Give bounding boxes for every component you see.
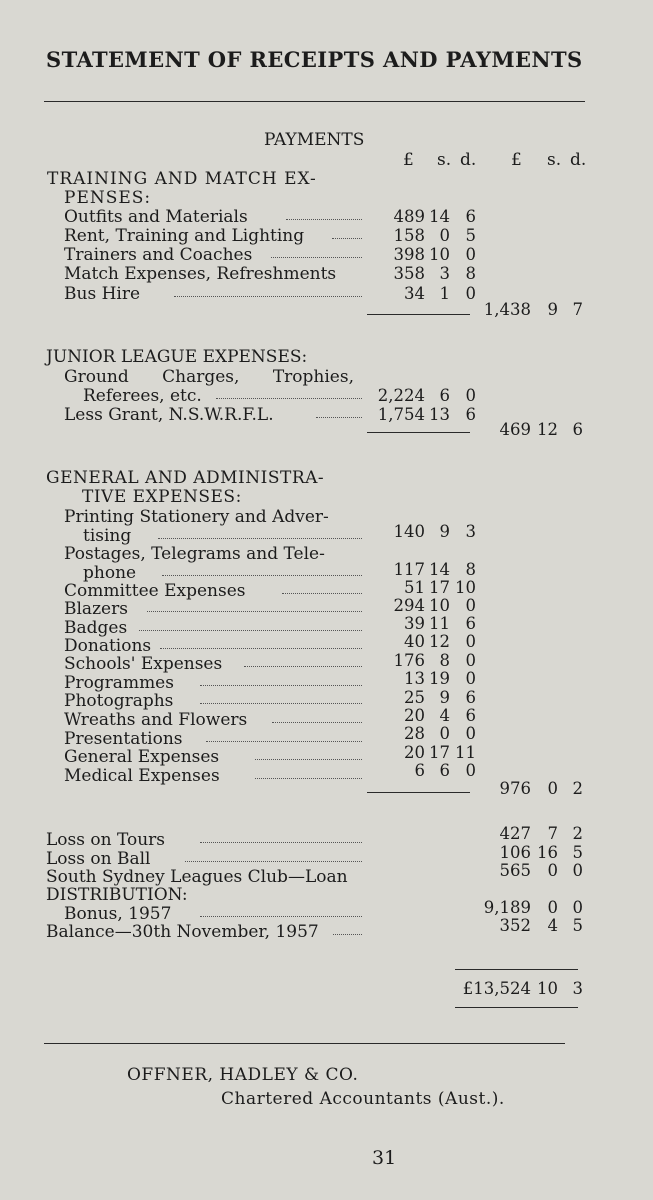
item-amount: 294 10 0 [393,596,476,615]
item-label: Less Grant, N.S.W.R.F.L. [64,405,274,425]
item-amount: 25 9 6 [404,688,476,707]
item-label: Rent, Training and Lighting [64,226,305,246]
item-amount: 489 14 6 [393,207,476,226]
leader-dots [333,934,362,935]
leader-dots [200,703,362,704]
item-label: Blazers [64,599,128,619]
footer-rule [44,1043,565,1044]
leader-dots [200,916,362,917]
leader-dots [271,257,362,258]
page-number: 31 [372,1147,397,1169]
item-label: Bus Hire [64,284,141,304]
auditor-firm: OFFNER, HADLEY & CO. [127,1065,359,1085]
item-amount: 34 1 0 [404,284,476,303]
grand-total-rule-top [455,969,578,970]
item-amount: 398 10 0 [393,245,476,264]
leader-dots [160,648,362,649]
col1-pound-header: £ [403,150,414,170]
item-label: Medical Expenses [64,766,220,786]
leader-dots [162,575,362,576]
item-amount: 20 4 6 [404,706,476,725]
col2-shilling-header: s. [547,150,562,170]
item-amount: 176 8 0 [393,651,476,670]
item-amount: 117 14 8 [393,560,476,579]
group-heading-cont: PENSES: [64,188,152,208]
item-amount: 2,224 6 0 [377,386,476,405]
item-label: Match Expenses, Refreshments [64,264,337,284]
item-label: Ground Charges, Trophies, [64,367,354,387]
group-heading: TRAINING AND MATCH EX- [47,169,317,189]
subtotal-rule [367,792,470,793]
col2-pound-header: £ [511,150,522,170]
leader-dots [185,861,362,862]
item-amount: 1,754 13 6 [377,405,476,424]
line-label: DISTRIBUTION: [46,885,188,905]
item-label-cont: tising [83,526,132,546]
item-amount: 13 19 0 [404,669,476,688]
item-label: Donations [64,636,152,656]
title-rule [44,101,585,102]
item-amount: 39 11 6 [404,614,476,633]
line-amount: 427 7 2 [499,824,583,843]
grand-total: £13,524 10 3 [462,979,583,998]
item-label: Committee Expenses [64,581,246,601]
item-label: Photographs [64,691,174,711]
item-label-cont: phone [83,563,137,583]
leader-dots [282,593,362,594]
leader-dots [174,296,362,297]
item-label: Trainers and Coaches [64,245,253,265]
page-title: STATEMENT OF RECEIPTS AND PAYMENTS [46,47,583,72]
leader-dots [158,538,362,539]
leader-dots [200,685,362,686]
grand-total-rule-bottom [455,1007,578,1008]
line-label: Loss on Tours [46,830,166,850]
line-label: Balance—30th November, 1957 [46,922,319,942]
item-amount: 28 0 0 [404,724,476,743]
leader-dots [255,759,362,760]
group-total: 976 0 2 [499,779,583,798]
leader-dots [332,238,362,239]
leader-dots [286,219,362,220]
line-amount: 9,189 0 0 [483,898,583,917]
item-label: Programmes [64,673,174,693]
group-heading: JUNIOR LEAGUE EXPENSES: [46,347,308,367]
item-label: General Expenses [64,747,220,767]
item-amount: 51 17 10 [404,578,476,597]
line-label: South Sydney Leagues Club—Loan [46,867,348,887]
item-label-cont: Referees, etc. [83,386,202,406]
leader-dots [244,666,362,667]
leader-dots [316,417,362,418]
group-total: 469 12 6 [499,420,583,439]
auditor-title: Chartered Accountants (Aust.). [221,1089,505,1109]
line-amount: 565 0 0 [499,861,583,880]
subtotal-rule [367,314,470,315]
leader-dots [216,398,362,399]
leader-dots [200,842,362,843]
item-amount: 358 3 8 [393,264,476,283]
col1-shilling-header: s. [437,150,452,170]
item-label: Presentations [64,729,183,749]
item-amount: 158 0 5 [393,226,476,245]
leader-dots [147,611,362,612]
line-amount: 352 4 5 [499,916,583,935]
leader-dots [255,778,362,779]
item-label: Badges [64,618,128,638]
leader-dots [206,741,362,742]
item-amount: 6 6 0 [414,761,476,780]
section-title: PAYMENTS [264,130,365,150]
subtotal-rule [367,432,470,433]
line-label: Bonus, 1957 [64,904,172,924]
group-heading: GENERAL AND ADMINISTRA- [46,468,325,488]
item-label: Schools' Expenses [64,654,223,674]
col1-pence-header: d. [460,150,477,170]
item-label: Postages, Telegrams and Tele- [64,544,325,564]
leader-dots [139,630,362,631]
leader-dots [272,722,362,723]
item-label: Printing Stationery and Adver- [64,507,329,527]
line-amount: 106 16 5 [499,843,583,862]
item-label: Wreaths and Flowers [64,710,248,730]
col2-pence-header: d. [570,150,587,170]
group-total: 1,438 9 7 [483,300,583,319]
line-label: Loss on Ball [46,849,151,869]
item-amount: 20 17 11 [404,743,476,762]
group-heading-cont: TIVE EXPENSES: [82,487,242,507]
item-amount: 40 12 0 [404,632,476,651]
item-label: Outfits and Materials [64,207,248,227]
item-amount: 140 9 3 [393,522,476,541]
